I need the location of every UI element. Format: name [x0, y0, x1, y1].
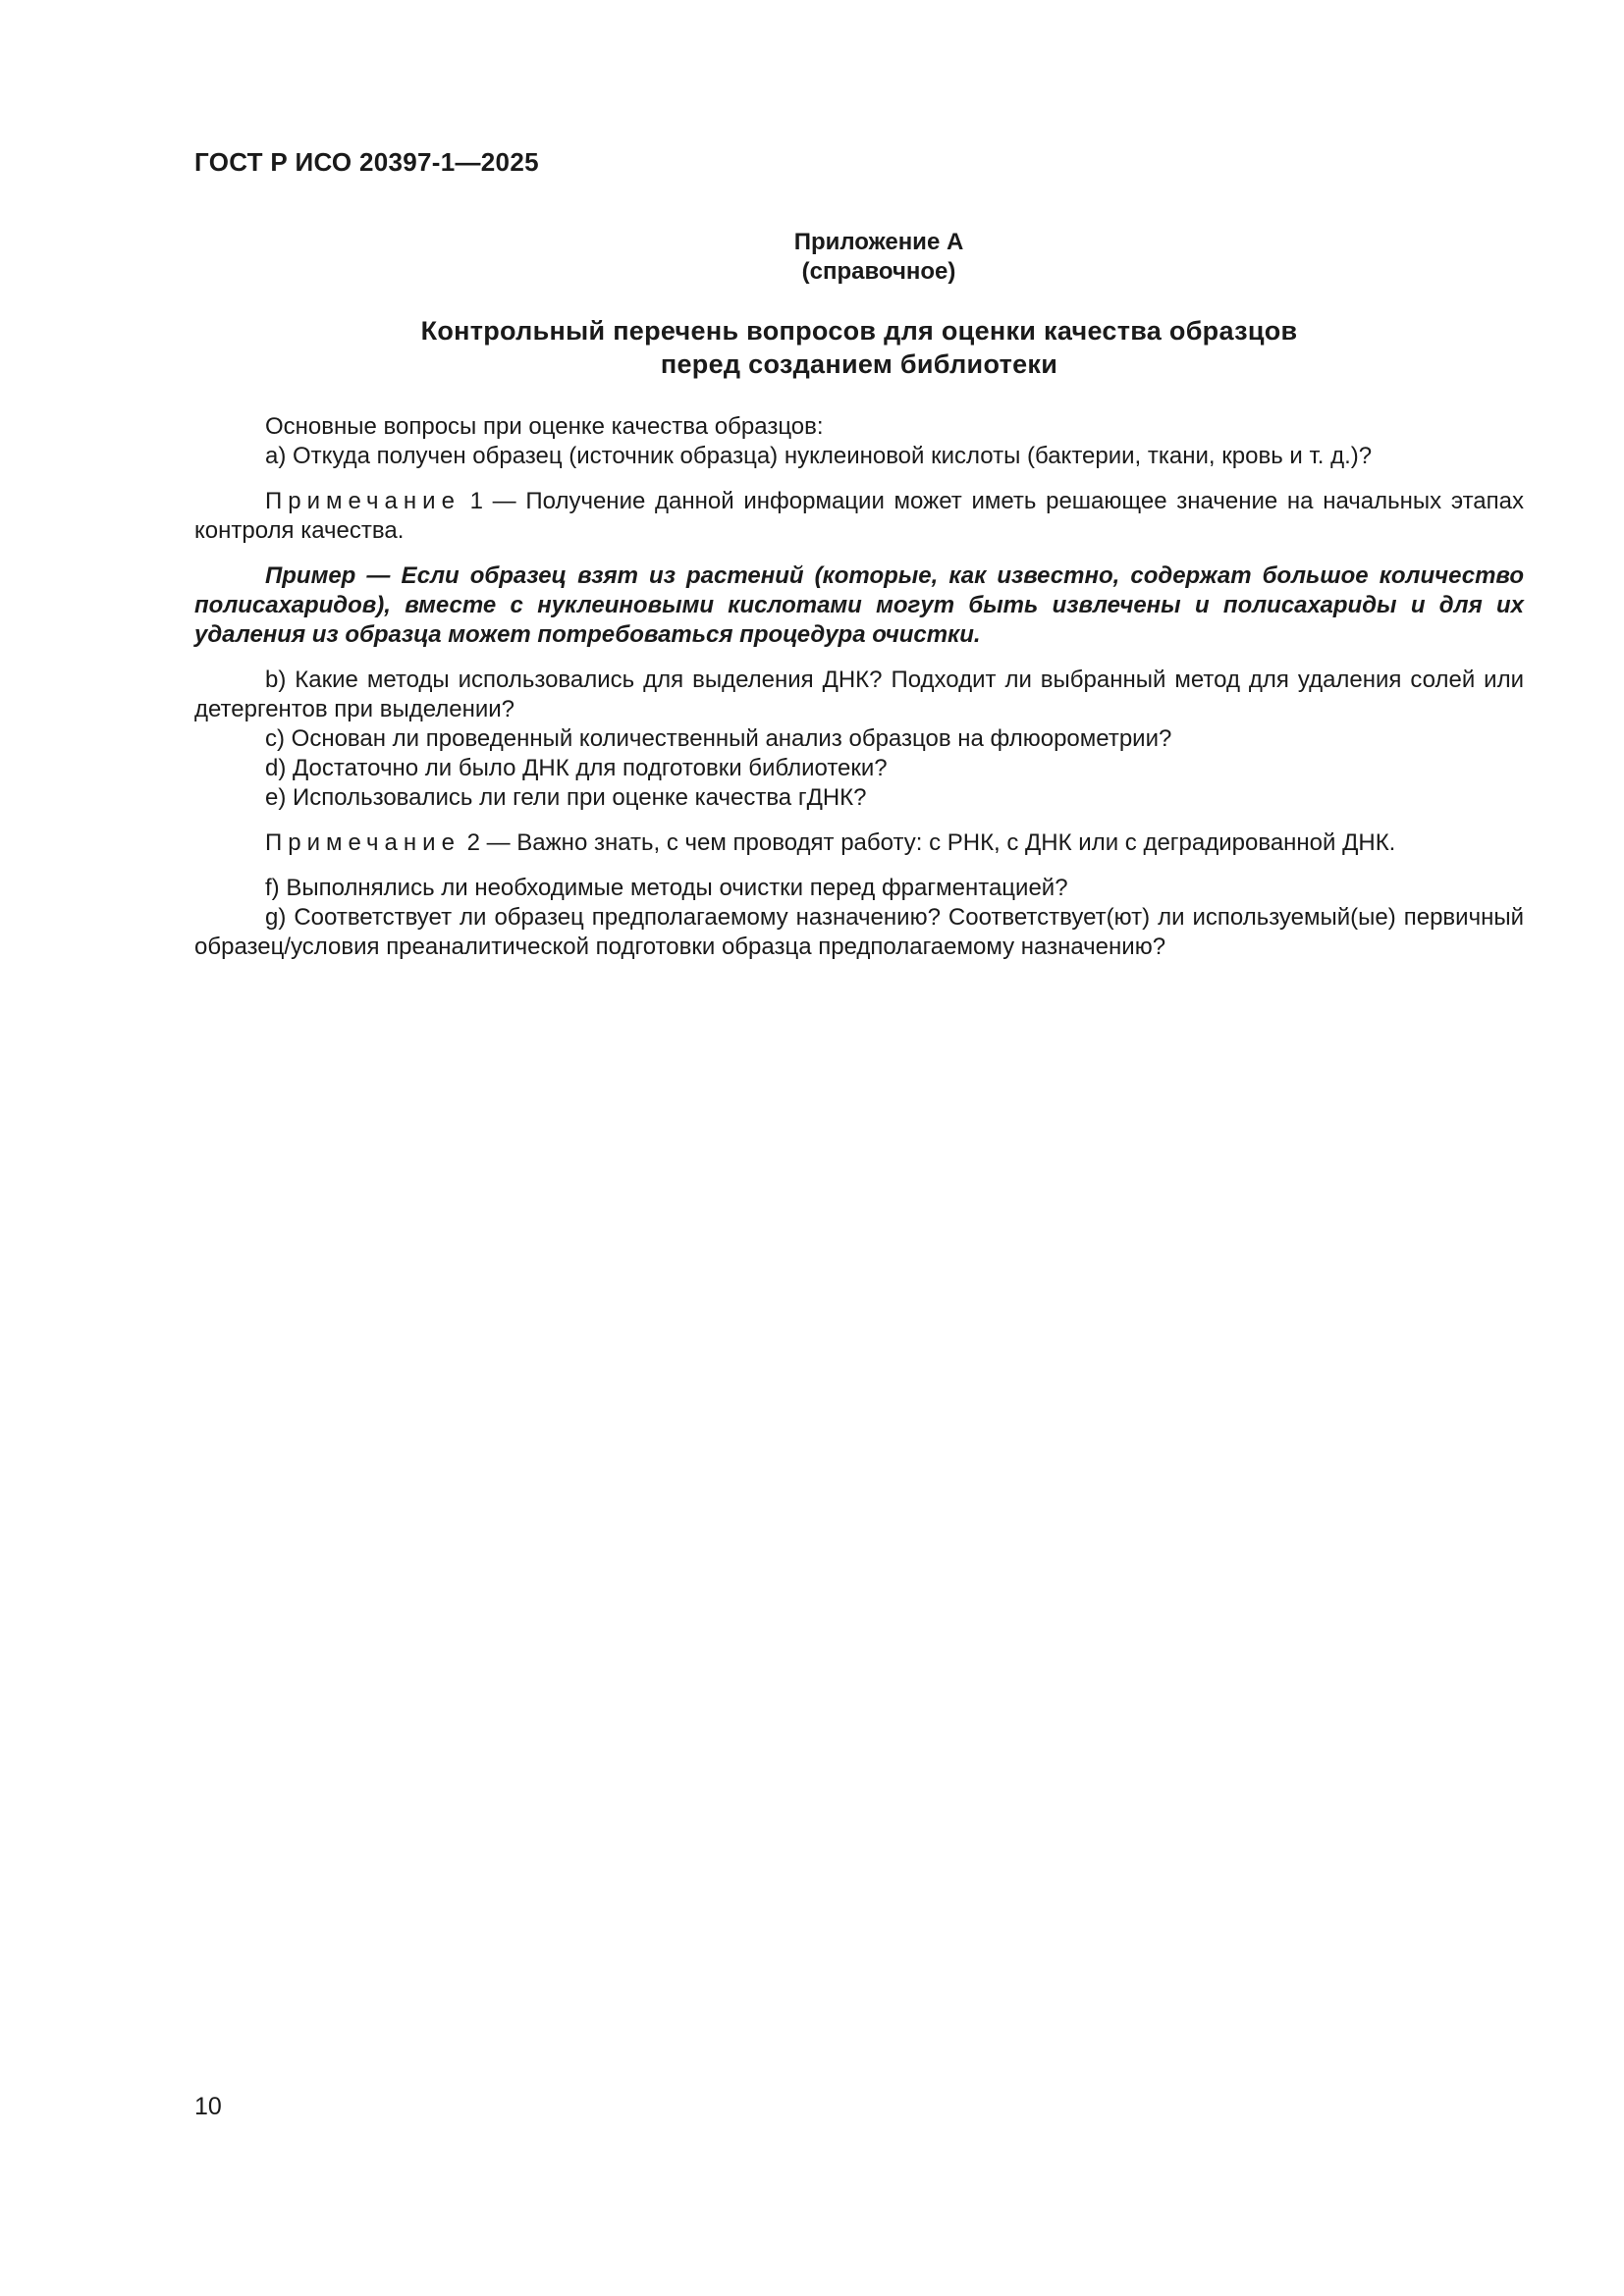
document-standard-id: ГОСТ Р ИСО 20397-1—2025	[194, 147, 539, 177]
question-b: b) Какие методы использовались для выделения ДНК? Подходит ли выбранный метод для удаления солей или детергентов при выделении?	[194, 667, 1524, 722]
annex-type: (справочное)	[801, 258, 956, 285]
question-f: f) Выполнялись ли необходимые методы очистки перед фрагментацией?	[265, 875, 1068, 901]
question-g: g) Соответствует ли образец предполагаемому назначению? Соответствует(ют) ли используемый(ые) первичный образец/условия преаналитической подготовки образца предполагаемому назначению?	[194, 904, 1524, 960]
note-1	[194, 487, 1524, 546]
question-c: с) Основан ли проведенный количественный анализ образцов на флюорометрии?	[265, 725, 1172, 752]
note-2-label: Примечание	[265, 829, 460, 856]
example-paragraph: Пример — Если образец взят из растений (которые, как известно, содержат большое количество полисахаридов), вместе с нуклеиновыми кислотами могут быть извлечены и полисахариды и для их удаления из образца может потребоваться процедура очистки.	[194, 562, 1524, 648]
annex-title-line-1: Контрольный перечень вопросов для оценки качества образцов	[420, 316, 1298, 346]
note-2	[194, 828, 1524, 858]
annex-title	[194, 314, 1524, 381]
note-1-text: 1 — Получение данной информации может иметь решающее значение на начальных этапах контроля качества.	[194, 488, 1524, 544]
annex-title-line-2: перед созданием библиотеки	[660, 349, 1058, 379]
intro-paragraph: Основные вопросы при оценке качества образцов:	[265, 413, 824, 440]
annex-heading	[194, 228, 1524, 287]
note-1-label: Примечание	[265, 488, 460, 514]
question-d: d) Достаточно ли было ДНК для подготовки библиотеки?	[265, 755, 888, 781]
page-content	[194, 228, 1524, 962]
question-e: е) Использовались ли гели при оценке качества гДНК?	[265, 784, 867, 811]
question-a: а) Откуда получен образец (источник образца) нуклеиновой кислоты (бактерии, ткани, кровь и т. д.)?	[265, 443, 1373, 469]
body-text	[194, 412, 1524, 962]
note-2-text: 2 — Важно знать, с чем проводят работу: с РНК, с ДНК или с деградированной ДНК.	[460, 829, 1396, 856]
annex-label: Приложение А	[793, 229, 964, 255]
page-number: 10	[194, 2093, 222, 2120]
